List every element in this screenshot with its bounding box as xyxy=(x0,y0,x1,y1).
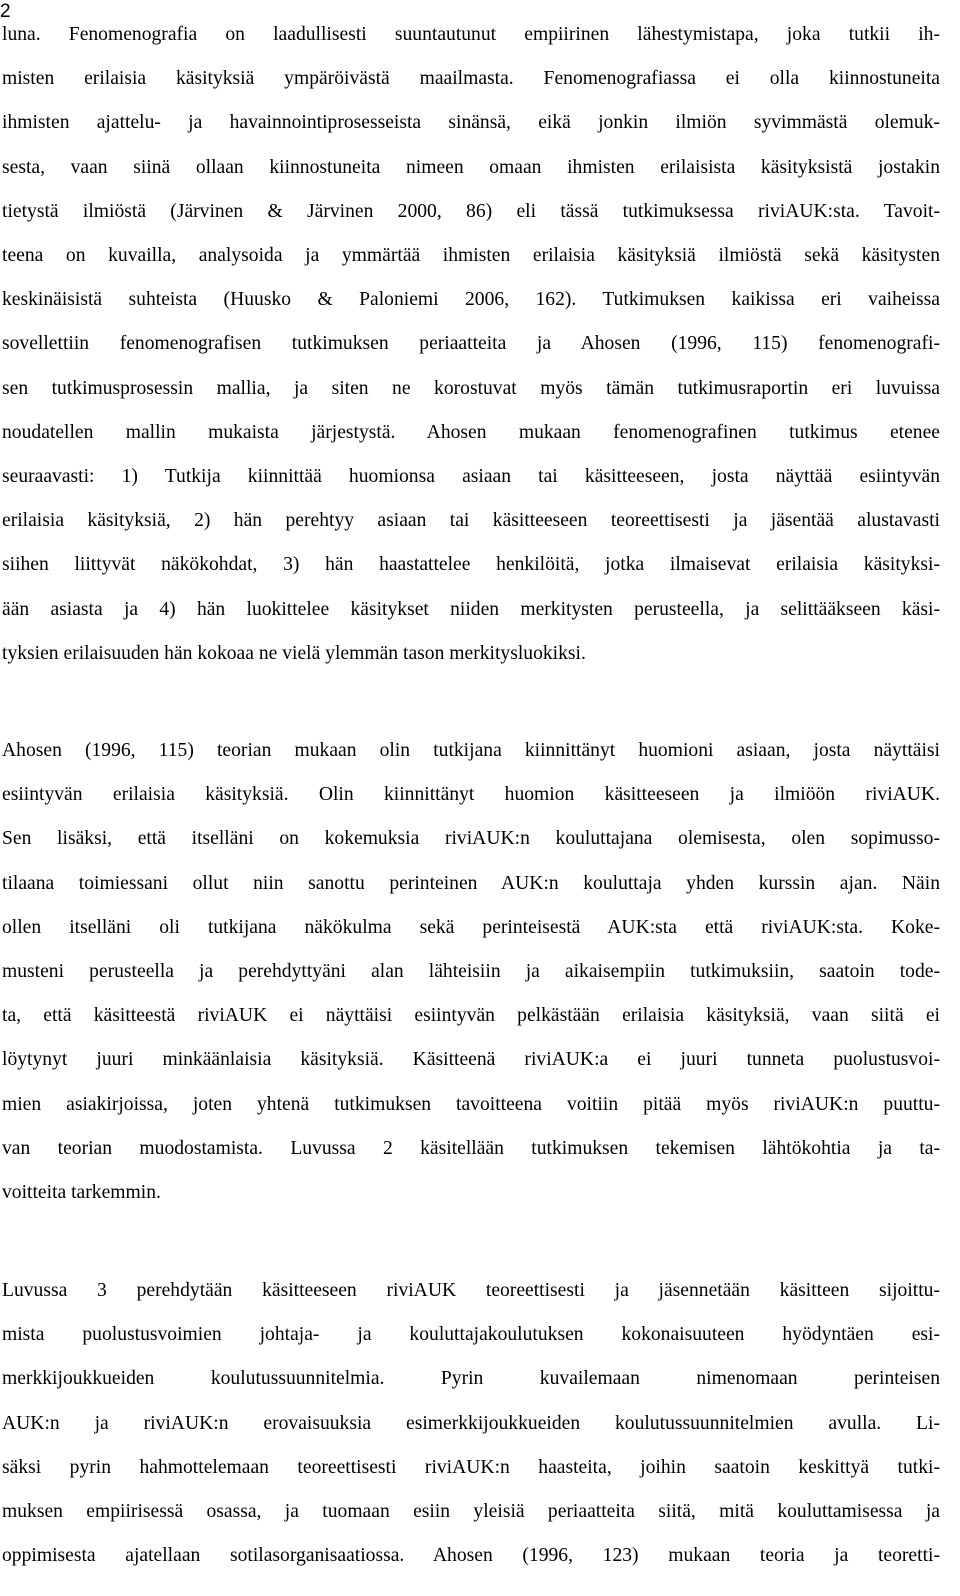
text-line: ta, että käsitteestä riviAUK ei näyttäisi esiintyvän pelkästään erilaisia käsityksiä, vaan siitä ei xyxy=(2,1005,940,1027)
text-line: teena on kuvailla, analysoida ja ymmärtää ihmisten erilaisia käsityksiä ilmiöstä sekä käsitysten xyxy=(2,245,940,266)
text-line: tietystä ilmiöstä (Järvinen & Järvinen 2000, 86) eli tässä tutkimuksessa riviAUK:sta. Tavoit- xyxy=(2,200,940,222)
text-line: luna. Fenomenografia on laadullisesti suuntautunut empiirinen lähestymistapa, joka tutkii ih- xyxy=(2,24,940,45)
text-line: Ahosen (1996, 115) teorian mukaan olin tutkijana kiinnittänyt huomioni asiaan, josta näyttäisi xyxy=(2,740,940,761)
text-line: muksen empiirisessä osassa, ja tuomaan esiin yleisiä periaatteita siitä, mitä kouluttamisessa ja xyxy=(2,1501,940,1522)
text-line: ihmisten ajattelu- ja havainnointiprosesseista sinänsä, eikä jonkin ilmiön syvimmästä olemuk- xyxy=(2,112,940,134)
text-line: merkkijoukkueiden koulutussuunnitelmia. Pyrin kuvailemaan nimenomaan perinteisen xyxy=(2,1368,940,1390)
text-line: esiintyvän erilaisia käsityksiä. Olin kiinnittänyt huomion käsitteeseen ja ilmiöön riviAUK. xyxy=(2,784,940,806)
page-number: 2 xyxy=(0,1,11,22)
text-line: misten erilaisia käsityksiä ympäröivästä maailmasta. Fenomenografiassa ei olla kiinnostuneita xyxy=(2,68,940,90)
text-line: siihen liittyvät näkökohdat, 3) hän haastattelee henkilöitä, jotka ilmaisevat erilaisia käsityksi- xyxy=(2,554,940,576)
text-line: tilaana toimiessani ollut niin sanottu perinteinen AUK:n kouluttaja yhden kurssin ajan. Näin xyxy=(2,872,940,894)
text-line: musteni perusteella ja perehdyttyäni alan lähteisiin ja aikaisempiin tutkimuksiin, saatoin tode- xyxy=(2,961,940,982)
text-line: ollen itselläni oli tutkijana näkökulma sekä perinteisestä AUK:sta että riviAUK:sta. Koke- xyxy=(2,916,940,938)
text-line: seuraavasti: 1) Tutkija kiinnittää huomionsa asiaan tai käsitteeseen, josta näyttää esiintyvän xyxy=(2,466,940,487)
text-line: tyksien erilaisuuden hän kokoaa ne vielä ylemmän tason merkitysluokiksi. xyxy=(2,642,586,664)
text-line: sovellettiin fenomenografisen tutkimuksen periaatteita ja Ahosen (1996, 115) fenomenografi- xyxy=(2,333,940,355)
text-line: noudatellen mallin mukaista järjestystä. Ahosen mukaan fenomenografinen tutkimus etenee xyxy=(2,421,940,443)
text-line: voitteita tarkemmin. xyxy=(2,1182,161,1203)
text-line: keskinäisistä suhteista (Huusko & Paloniemi 2006, 162). Tutkimuksen kaikissa eri vaiheissa xyxy=(2,289,940,311)
text-line: Luvussa 3 perehdytään käsitteeseen riviAUK teoreettisesti ja jäsennetään käsitteen sijoittu- xyxy=(2,1280,940,1301)
text-line: erilaisia käsityksiä, 2) hän perehtyy asiaan tai käsitteeseen teoreettisesti ja jäsentää alustavasti xyxy=(2,510,940,532)
text-line: AUK:n ja riviAUK:n erovaisuuksia esimerkkijoukkueiden koulutussuunnitelmien avulla. Li- xyxy=(2,1412,940,1434)
text-line: ään asiasta ja 4) hän luokittelee käsitykset niiden merkitysten perusteella, ja selittääkseen käsi- xyxy=(2,598,940,620)
text-line: mista puolustusvoimien johtaja- ja kouluttajakoulutuksen kokonaisuuteen hyödyntäen esi- xyxy=(2,1324,940,1346)
text-line: sen tutkimusprosessin mallia, ja siten ne korostuvat myös tämän tutkimusraportin eri luvuissa xyxy=(2,377,940,399)
text-line: mien asiakirjoissa, joten yhtenä tutkimuksen tavoitteena voitiin pitää myös riviAUK:n puuttu- xyxy=(2,1093,940,1115)
text-line: van teorian muodostamista. Luvussa 2 käsitellään tutkimuksen tekemisen lähtökohtia ja ta- xyxy=(2,1137,940,1159)
text-line: sesta, vaan siinä ollaan kiinnostuneita nimeen omaan ihmisten erilaisista käsityksistä jostakin xyxy=(2,156,940,178)
text-line: oppimisesta ajatellaan sotilasorganisaatiossa. Ahosen (1996, 123) mukaan teoria ja teoretti- xyxy=(2,1545,940,1567)
text-line: löytynyt juuri minkäänlaisia käsityksiä. Käsitteenä riviAUK:a ei juuri tunneta puolustusvoi- xyxy=(2,1049,940,1071)
text-line: Sen lisäksi, että itselläni on kokemuksia riviAUK:n kouluttajana olemisesta, olen sopimusso- xyxy=(2,828,940,850)
text-line: säksi pyrin hahmottelemaan teoreettisesti riviAUK:n haasteita, joihin saatoin keskittyä tutki- xyxy=(2,1456,940,1478)
